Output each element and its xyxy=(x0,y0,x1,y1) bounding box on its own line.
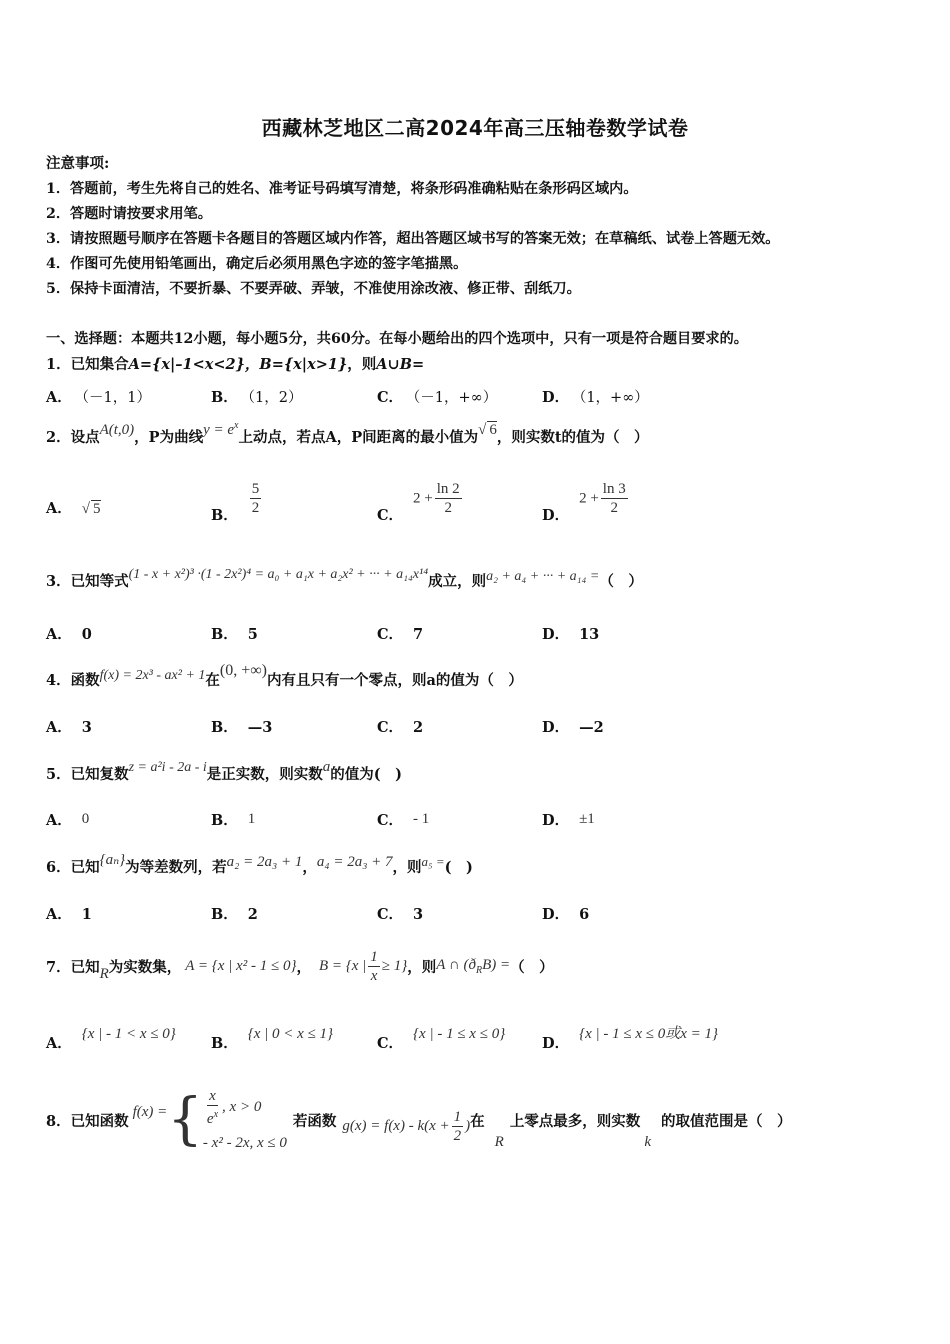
q8-text: 的取值范围是（ ） xyxy=(660,1112,792,1130)
q5-option-c[interactable] xyxy=(377,809,429,830)
option-fraction xyxy=(601,480,628,517)
q7-text: 7．已知 xyxy=(46,958,100,976)
q4-option-b[interactable] xyxy=(211,716,272,737)
q6-text: ，则 xyxy=(392,859,422,876)
numerator: 1 xyxy=(370,948,378,965)
option-label: A． xyxy=(46,1035,72,1052)
q5-option-a[interactable] xyxy=(46,809,89,830)
q7-option-b[interactable] xyxy=(211,1022,334,1052)
question-5 xyxy=(46,759,403,784)
q6-text: 为等差数列，若 xyxy=(125,859,227,876)
q4-option-a[interactable] xyxy=(46,716,92,737)
option-label: B． xyxy=(211,719,238,736)
q2-sqrt: √ 6 xyxy=(478,422,497,438)
q7-option-c[interactable] xyxy=(377,1022,506,1052)
numerator: x xyxy=(209,1087,216,1104)
denominator-base: e xyxy=(206,1110,214,1127)
denominator: x xyxy=(370,967,378,984)
q7-set-b-post: ≥ 1} xyxy=(381,957,408,974)
q1-expr: A∪B= xyxy=(376,356,425,373)
q6-sequence: {aₙ} xyxy=(99,852,126,868)
q3-text: 3．已知等式 xyxy=(46,573,129,590)
denominator: 2 xyxy=(610,500,618,516)
option-prefix: 2 + xyxy=(579,490,599,507)
q8-piecewise xyxy=(203,1087,287,1154)
q4-option-d[interactable] xyxy=(542,716,604,737)
option-label: A． xyxy=(46,812,72,829)
q7-text: ，则 xyxy=(407,958,437,976)
q5-text: 是正实数，则实数 xyxy=(206,766,323,783)
q3-option-d[interactable] xyxy=(542,623,599,644)
q4-text: 内有且只有一个零点，则a的值为（ ） xyxy=(267,672,523,689)
option-value: √ 5 xyxy=(81,501,101,517)
q6-text: 6．已知 xyxy=(46,859,100,876)
q7-set-b-pre: B = {x | xyxy=(318,957,367,974)
option-value: {x | - 1 ≤ x ≤ 0} xyxy=(413,1026,506,1042)
option-value: 1 xyxy=(81,906,92,923)
numerator: ln 2 xyxy=(436,481,460,497)
q7-expr-sub: R xyxy=(476,964,483,976)
option-value: （1，+∞） xyxy=(579,390,649,406)
option-value: 0 xyxy=(81,811,90,827)
q8-text: 上零点最多，则实数 xyxy=(509,1112,641,1130)
option-value: （－1，1） xyxy=(81,390,151,406)
q8-g-pre: g(x) = f(x) - k(x + xyxy=(342,1117,450,1134)
option-label: C． xyxy=(377,389,404,406)
option-value: - 1 xyxy=(413,811,430,827)
q5-variable: a xyxy=(322,759,331,775)
option-label: D． xyxy=(542,1035,570,1052)
option-value: 5 xyxy=(247,626,258,643)
q7-expr xyxy=(436,957,510,976)
q7-option-d[interactable] xyxy=(542,1022,719,1052)
q5-text: 5．已知复数 xyxy=(46,766,129,783)
q1-option-a[interactable] xyxy=(46,386,151,407)
q4-text: 4．函数 xyxy=(46,672,100,689)
option-value: 2 xyxy=(247,906,258,923)
q3-text: （ ） xyxy=(599,573,643,590)
q1-option-c[interactable] xyxy=(377,386,497,407)
q4-function: f(x) = 2x³ - ax² + 1 xyxy=(99,668,206,683)
denominator: 2 xyxy=(444,500,452,516)
q8-f: f(x) = xyxy=(132,1103,168,1120)
note-item: 2．答题时请按要求用笔。 xyxy=(46,206,212,222)
question-3 xyxy=(46,567,643,591)
q2-option-a[interactable] xyxy=(46,497,101,518)
option-value: {x | - 1 ≤ x ≤ 0或x = 1} xyxy=(579,1026,719,1042)
question-6 xyxy=(46,852,473,877)
q1-option-d[interactable] xyxy=(542,386,649,407)
q7-text: ， xyxy=(296,958,311,976)
q6-option-c[interactable] xyxy=(377,903,423,924)
q5-option-b[interactable] xyxy=(211,809,255,830)
q2-text: ，则实数t的值为（ ） xyxy=(496,429,649,446)
numerator: ln 3 xyxy=(602,481,626,497)
option-label: C． xyxy=(377,1035,404,1052)
note-item: 5．保持卡面清洁，不要折暴、不要弄破、弄皱，不准使用涂改液、修正带、刮纸刀。 xyxy=(46,281,581,297)
q2-option-c[interactable] xyxy=(377,480,464,524)
note-item: 1．答题前，考生先将自己的姓名、准考证号码填写清楚，将条形码准确粘贴在条形码区域内。 xyxy=(46,181,638,197)
option-value: 2 xyxy=(413,719,424,736)
q4-option-c[interactable] xyxy=(377,716,423,737)
q8-brace: { xyxy=(167,1087,203,1152)
option-label: C． xyxy=(377,906,404,923)
q8-k: k xyxy=(644,1133,651,1150)
option-label: B． xyxy=(211,626,238,643)
page-title: 西藏林芝地区二高2024年高三压轴卷数学试卷 xyxy=(261,116,689,140)
option-fraction xyxy=(250,480,262,517)
q4-text: 在 xyxy=(205,672,220,689)
q4-interval: (0, +∞) xyxy=(219,662,267,679)
denominator-exp: x xyxy=(213,1108,219,1120)
note-item: 4．作图可先使用铅笔画出，确定后必须用黑色字迹的签字笔描黑。 xyxy=(46,256,468,272)
option-value: {x | 0 < x ≤ 1} xyxy=(247,1026,334,1042)
q2-text: 上动点，若点A，P间距离的最小值为 xyxy=(238,429,479,446)
q8-g-post: ) xyxy=(465,1117,471,1134)
q2-text: 2．设点 xyxy=(46,429,100,446)
option-value: 3 xyxy=(81,719,92,736)
option-prefix: 2 + xyxy=(413,490,433,507)
q7-expr-post: B) = xyxy=(482,956,511,973)
q8-text: 8．已知函数 xyxy=(46,1112,129,1130)
q1-option-b[interactable] xyxy=(211,386,302,407)
option-value: {x | - 1 < x ≤ 0} xyxy=(81,1026,176,1042)
option-label: B． xyxy=(211,389,238,406)
option-label: B． xyxy=(211,906,238,923)
option-fraction xyxy=(435,480,462,517)
q7-set-a: A = {x | x² - 1 ≤ 0} xyxy=(185,957,297,974)
option-value: 7 xyxy=(413,626,424,643)
option-label: D． xyxy=(542,812,570,829)
option-label: C． xyxy=(377,812,404,829)
q8-text: 若函数 xyxy=(292,1112,337,1130)
q8-case-1 xyxy=(203,1087,287,1128)
section-heading: 一、选择题：本题共12小题，每小题5分，共60分。在每小题给出的四个选项中，只有一项是符合题目要求的。 xyxy=(46,331,748,347)
option-value: （－1，+∞） xyxy=(413,390,498,406)
question-4 xyxy=(46,662,523,690)
option-value: ±1 xyxy=(579,811,595,827)
option-label: B． xyxy=(211,506,238,524)
q6-text: ( ) xyxy=(444,859,473,876)
q1-text: 1．已知集合 xyxy=(46,356,129,373)
q2-sqrt-radicand: 6 xyxy=(489,422,497,438)
option-value: （1，2） xyxy=(247,390,303,406)
q8-case-1-cond: , x > 0 xyxy=(222,1098,262,1115)
q6-target: a₅ = xyxy=(421,854,445,869)
q6-option-b[interactable] xyxy=(211,903,258,924)
option-value: 13 xyxy=(579,626,600,643)
option-label: D． xyxy=(542,719,570,736)
q5-complex: z = a²i - 2a - i xyxy=(128,760,207,775)
q1-sets: A={x|–1<x<2}，B={x|x>1} xyxy=(128,356,348,373)
option-value: —3 xyxy=(247,719,273,736)
q6-option-d[interactable] xyxy=(542,903,589,924)
option-value: 0 xyxy=(81,626,92,643)
q3-option-c[interactable] xyxy=(377,623,423,644)
q7-option-a[interactable] xyxy=(46,1022,176,1052)
q2-curve xyxy=(203,422,238,438)
numerator: 5 xyxy=(251,481,260,497)
q2-option-b[interactable] xyxy=(211,480,263,524)
denominator: 2 xyxy=(453,1127,462,1144)
q8-reals: R xyxy=(494,1133,504,1150)
option-label: B． xyxy=(211,812,238,829)
option-label: B． xyxy=(211,1035,238,1052)
q7-fraction xyxy=(368,948,380,985)
q3-identity: (1 - x + x²)³ ·(1 - 2x²)⁴ = a₀ + a₁x + a₂x² + ··· + a₁₄x¹⁴ xyxy=(128,567,429,582)
denominator: 2 xyxy=(251,500,260,516)
q7-text: （ ） xyxy=(510,958,554,976)
option-label: D． xyxy=(542,389,570,406)
option-label: D． xyxy=(542,506,570,524)
q5-text: 的值为( ) xyxy=(330,766,403,783)
q2-option-d[interactable] xyxy=(542,480,630,524)
option-label: A． xyxy=(46,389,72,406)
question-1 xyxy=(46,353,424,374)
q2-curve-base: y = e xyxy=(203,422,235,438)
sqrt-radicand: 5 xyxy=(93,501,101,517)
option-label: D． xyxy=(542,626,570,643)
question-7 xyxy=(46,946,554,986)
option-value: 3 xyxy=(413,906,424,923)
q2-curve-exp: x xyxy=(234,420,239,431)
q5-option-d[interactable] xyxy=(542,809,595,830)
numerator: 1 xyxy=(453,1108,462,1125)
option-label: C． xyxy=(377,719,404,736)
q3-text: 成立，则 xyxy=(428,573,487,590)
q3-option-a[interactable] xyxy=(46,623,92,644)
q7-expr-pre: A ∩ (ð xyxy=(436,956,476,973)
notes-heading: 注意事项: xyxy=(46,155,110,172)
q8-g-fraction xyxy=(452,1108,464,1145)
q1-text: ，则 xyxy=(347,356,377,373)
option-label: C． xyxy=(377,506,404,524)
q6-condition-2: a₄ = 2a₃ + 7 xyxy=(316,854,393,870)
q3-option-b[interactable] xyxy=(211,623,258,644)
q2-point: A(t,0) xyxy=(99,422,135,438)
option-label: D． xyxy=(542,906,570,923)
question-8 xyxy=(46,1080,791,1160)
q2-text: ， xyxy=(134,429,149,446)
option-value: 6 xyxy=(579,906,590,923)
q8-text: 在 xyxy=(470,1112,485,1130)
question-2 xyxy=(46,420,649,447)
q6-condition-1: a₂ = 2a₃ + 1 xyxy=(226,854,303,870)
q8-case-2: - x² - 2x, x ≤ 0 xyxy=(202,1134,287,1151)
option-label: A． xyxy=(46,906,72,923)
q6-text: ， xyxy=(302,859,317,876)
q7-reals: R xyxy=(99,965,109,982)
q3-sum: a₂ + a₄ + ··· + a₁₄ = xyxy=(486,569,600,584)
q8-case-1-fraction xyxy=(205,1087,220,1128)
option-label: A． xyxy=(46,719,72,736)
option-label: C． xyxy=(377,626,404,643)
denominator xyxy=(205,1106,220,1128)
option-value: 1 xyxy=(247,811,256,827)
q2-text: P为曲线 xyxy=(148,429,204,446)
q6-option-a[interactable] xyxy=(46,903,92,924)
option-value: —2 xyxy=(579,719,604,736)
option-label: A． xyxy=(46,500,72,517)
option-label: A． xyxy=(46,626,72,643)
q7-text: 为实数集， xyxy=(108,958,182,976)
note-item: 3．请按照题号顺序在答题卡各题目的答题区域内作答，超出答题区域书写的答案无效；在草稿纸、试卷上答题无效。 xyxy=(46,231,780,247)
